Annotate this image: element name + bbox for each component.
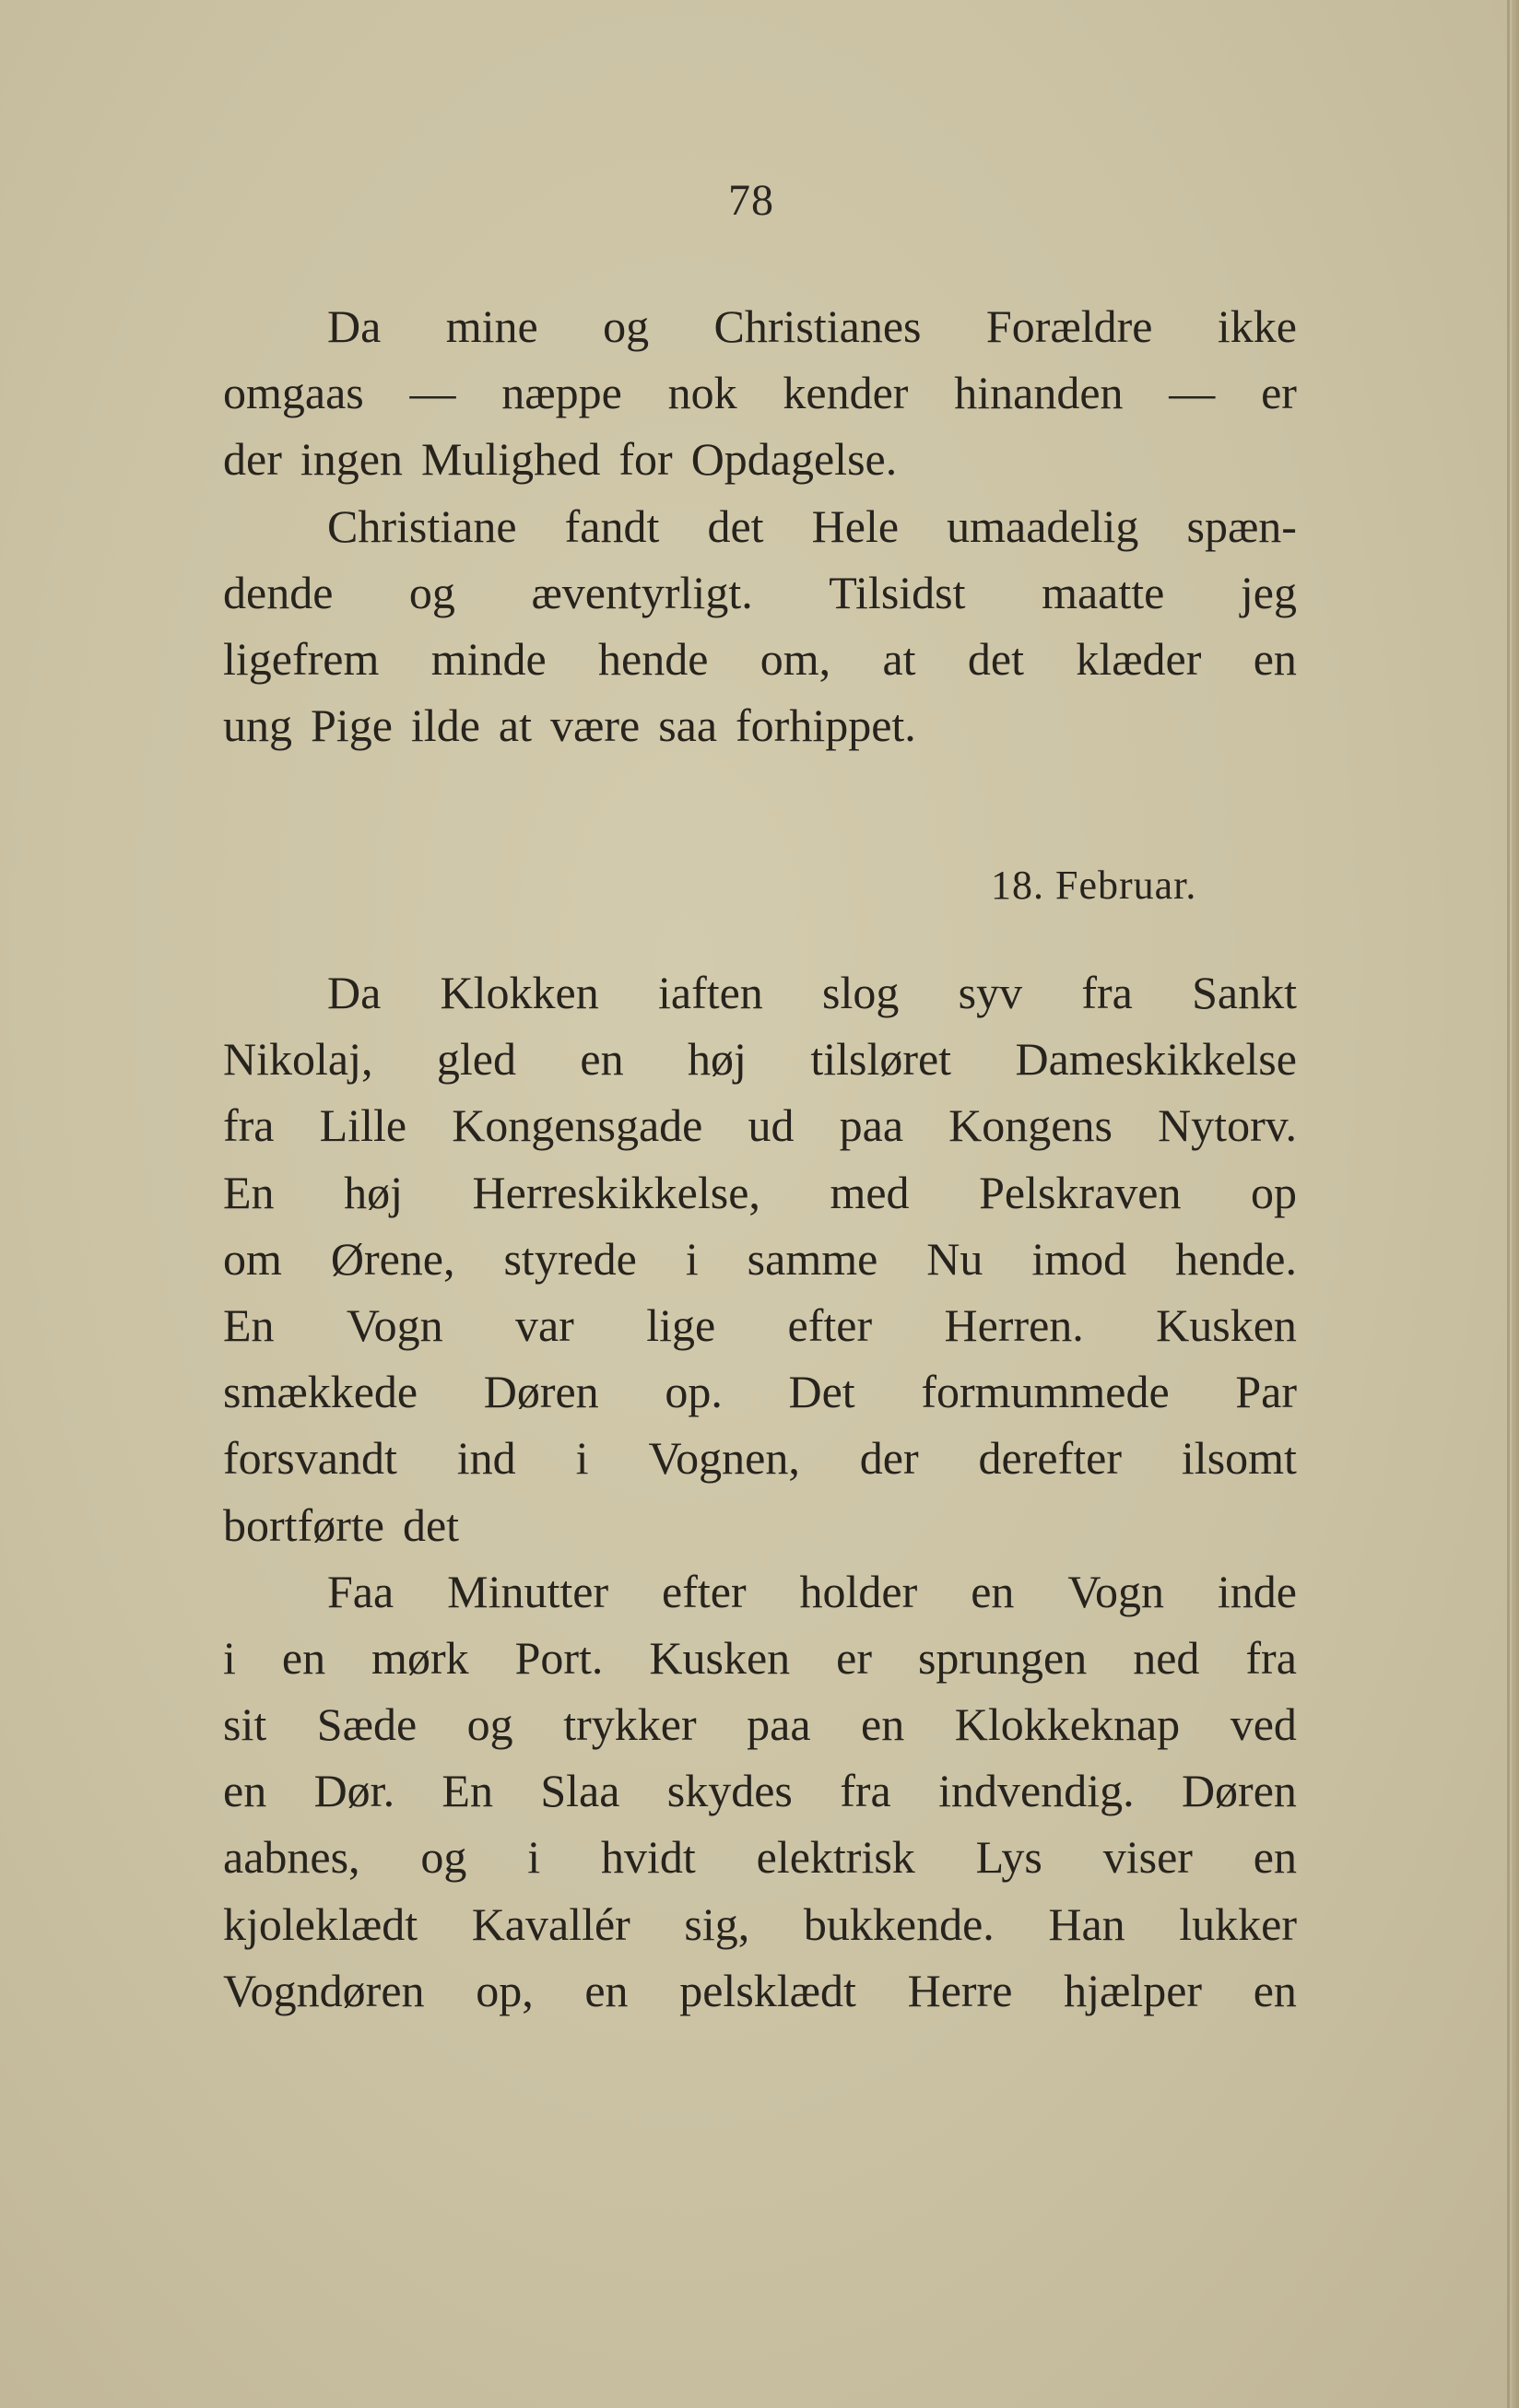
word: op. (665, 1366, 723, 1418)
word: Døren (483, 1366, 599, 1418)
text-line (223, 1292, 1297, 1358)
word: en (223, 1765, 267, 1817)
word: Kusken (649, 1631, 791, 1684)
word: Opdagelse. (690, 433, 898, 486)
word: En (442, 1765, 493, 1817)
text-line (223, 559, 1297, 626)
word: umaadelig (947, 499, 1139, 552)
word: Dør. (313, 1765, 395, 1817)
text-line (223, 359, 1297, 426)
word: er (1261, 367, 1297, 419)
word: Han (1048, 1897, 1125, 1950)
text-line (223, 626, 1297, 692)
word: Nikolaj, (223, 1033, 373, 1086)
word: var (514, 1298, 574, 1351)
text-line (223, 1625, 1297, 1691)
word: Par (1235, 1366, 1297, 1418)
text-line (223, 1026, 1297, 1092)
word: en (861, 1698, 905, 1751)
word: Forældre (985, 300, 1153, 352)
word: jeg (1240, 566, 1297, 618)
word: En (223, 1298, 275, 1351)
word: at (498, 699, 532, 752)
word: hende (598, 632, 709, 685)
word: hvidt (600, 1831, 696, 1884)
word: og (603, 300, 650, 352)
page-edge-shadow (1507, 0, 1510, 2408)
text-line (223, 493, 1297, 559)
word: maatte (1042, 566, 1165, 618)
word: Kongensgade (452, 1099, 703, 1152)
word: Vogndøren (223, 1964, 425, 2016)
text-line (223, 692, 1297, 758)
word: gled (436, 1033, 516, 1086)
word: fra (1245, 1631, 1297, 1684)
word: op, (476, 1964, 534, 2016)
word: der (859, 1432, 919, 1485)
word: styrede (503, 1232, 637, 1285)
word: en (584, 1964, 629, 2016)
word: indvendig. (938, 1765, 1135, 1817)
word: fandt (564, 499, 660, 552)
text-line (223, 1558, 1297, 1625)
word: Hele (811, 499, 900, 552)
word: efter (662, 1565, 747, 1617)
word: en (1253, 632, 1297, 685)
word: tilsløret (810, 1033, 952, 1086)
word: en (971, 1565, 1015, 1617)
word: Christiane (327, 499, 517, 552)
word: omgaas (223, 367, 364, 419)
text-line (223, 426, 1297, 492)
page-edge (1512, 0, 1519, 2408)
word: formummede (921, 1366, 1170, 1418)
word: Christianes (713, 300, 922, 352)
text-line (223, 293, 1297, 359)
word: ilde (410, 699, 480, 752)
word: imod (1031, 1232, 1127, 1285)
word: om (223, 1232, 282, 1285)
word: samme (747, 1232, 878, 1285)
word: forhippet. (736, 699, 916, 752)
word: det (707, 499, 764, 552)
word: Da (327, 300, 382, 352)
word: ingen (300, 433, 403, 486)
word: være (549, 699, 641, 752)
word: iaften (657, 967, 763, 1018)
word: sit (223, 1698, 267, 1751)
word: fra (840, 1765, 891, 1817)
word: slog (822, 967, 900, 1018)
word: en (281, 1631, 326, 1684)
word: Vognen, (648, 1432, 800, 1485)
word: — (409, 367, 456, 419)
word: æventyrligt. (531, 566, 753, 618)
word: om, (760, 632, 831, 685)
word: trykker (563, 1698, 697, 1751)
date-heading: 18. Februar. (991, 863, 1197, 908)
word: Mulighed (420, 433, 601, 486)
word: ved (1230, 1698, 1297, 1751)
word: for (618, 433, 673, 486)
word: bortførte (223, 1498, 384, 1551)
word: Tilsidst (829, 566, 966, 618)
word: ind (456, 1432, 516, 1485)
word: det (402, 1498, 460, 1551)
word: Vogn (1067, 1565, 1164, 1617)
word: Port. (514, 1631, 604, 1684)
word: der (223, 433, 282, 486)
word: pelsklædt (679, 1964, 856, 2016)
section-1-text (223, 293, 1297, 758)
word: minde (430, 632, 547, 685)
text-line (223, 1226, 1297, 1292)
word: høj (344, 1166, 403, 1218)
word: smækkede (223, 1366, 418, 1418)
word: mine (445, 300, 538, 352)
text-line (223, 1492, 1297, 1558)
word: at (882, 632, 916, 685)
word: med (830, 1166, 910, 1218)
word: paa (747, 1698, 811, 1751)
word: kjoleklædt (223, 1897, 418, 1950)
word: Det (788, 1366, 855, 1418)
word: næppe (501, 367, 622, 419)
text-line (223, 1159, 1297, 1226)
word: i (527, 1831, 541, 1884)
word: nok (667, 367, 737, 419)
word: ud (748, 1099, 795, 1152)
word: Dameskikkelse (1015, 1033, 1297, 1086)
word: Sæde (316, 1698, 418, 1751)
word: sig, (684, 1897, 750, 1950)
word: høj (688, 1033, 747, 1086)
word: en (1253, 1831, 1297, 1884)
word: Døren (1181, 1765, 1297, 1817)
word: fra (1081, 967, 1133, 1018)
word: ung (223, 699, 292, 752)
text-line (223, 1757, 1297, 1824)
text-line (223, 959, 1297, 1026)
word: Klokken (440, 967, 599, 1018)
word: Lys (975, 1831, 1042, 1884)
word: Nu (926, 1232, 983, 1285)
section-2-text (223, 959, 1297, 2024)
word: mørk (371, 1631, 469, 1684)
word: Sankt (1192, 967, 1297, 1018)
text-line (223, 1957, 1297, 2024)
word: inde (1217, 1565, 1297, 1617)
word: en (1253, 1964, 1297, 2016)
word: paa (839, 1099, 904, 1152)
word: Kavallér (471, 1897, 630, 1950)
word: op (1250, 1166, 1297, 1218)
word: — (1169, 367, 1216, 419)
word: det (967, 632, 1024, 685)
word: bukkende. (803, 1897, 995, 1950)
word: elektrisk (756, 1831, 915, 1884)
word: Kusken (1156, 1298, 1297, 1351)
word: hjælper (1064, 1964, 1203, 2016)
word: lukker (1179, 1897, 1297, 1950)
word: Vogn (346, 1298, 443, 1351)
word: En (223, 1166, 275, 1218)
word: Ørene, (330, 1232, 455, 1285)
word: Nytorv. (1158, 1099, 1297, 1152)
word: viser (1102, 1831, 1193, 1884)
word: sprungen (917, 1631, 1088, 1684)
word: saa (658, 699, 718, 752)
word: syv (958, 967, 1023, 1018)
word: hinanden (954, 367, 1124, 419)
text-line (223, 1891, 1297, 1957)
word: holder (799, 1565, 918, 1617)
word: i (685, 1232, 699, 1285)
text-line (223, 1691, 1297, 1757)
word: kender (783, 367, 909, 419)
word: og (408, 566, 455, 618)
word: Kongens (948, 1099, 1113, 1152)
word: ligefrem (223, 632, 380, 685)
word: aabnes, (223, 1831, 360, 1884)
word: efter (787, 1298, 873, 1351)
word: og (420, 1831, 467, 1884)
word: i (575, 1432, 589, 1485)
word: Minutter (447, 1565, 609, 1617)
word: en (580, 1033, 624, 1086)
page-number: 78 (728, 176, 774, 225)
word: Herreskikkelse, (472, 1166, 760, 1218)
word: Herre (907, 1964, 1013, 2016)
text-line (223, 1358, 1297, 1425)
word: Lille (319, 1099, 407, 1152)
word: og (466, 1698, 513, 1751)
word: er (836, 1631, 872, 1684)
word: dende (223, 566, 334, 618)
text-line (223, 1824, 1297, 1890)
word: i (223, 1631, 236, 1684)
word: ilsomt (1181, 1432, 1297, 1485)
word: skydes (666, 1765, 793, 1817)
word: Pige (311, 699, 393, 752)
word: Pelskraven (979, 1166, 1182, 1218)
word: ikke (1217, 300, 1297, 352)
word: Herren. (944, 1298, 1084, 1351)
word: Slaa (540, 1765, 620, 1817)
word: Da (327, 967, 382, 1018)
text-line (223, 1425, 1297, 1491)
word: spæn- (1186, 499, 1297, 552)
word: derefter (978, 1432, 1122, 1485)
word: ned (1133, 1631, 1200, 1684)
word: Klokkeknap (954, 1698, 1181, 1751)
word: forsvandt (223, 1432, 397, 1485)
word: lige (646, 1298, 716, 1351)
word: hende. (1175, 1232, 1297, 1285)
word: fra (223, 1099, 275, 1152)
text-line (223, 1092, 1297, 1158)
word: klæder (1076, 632, 1202, 685)
word: Faa (327, 1565, 394, 1617)
